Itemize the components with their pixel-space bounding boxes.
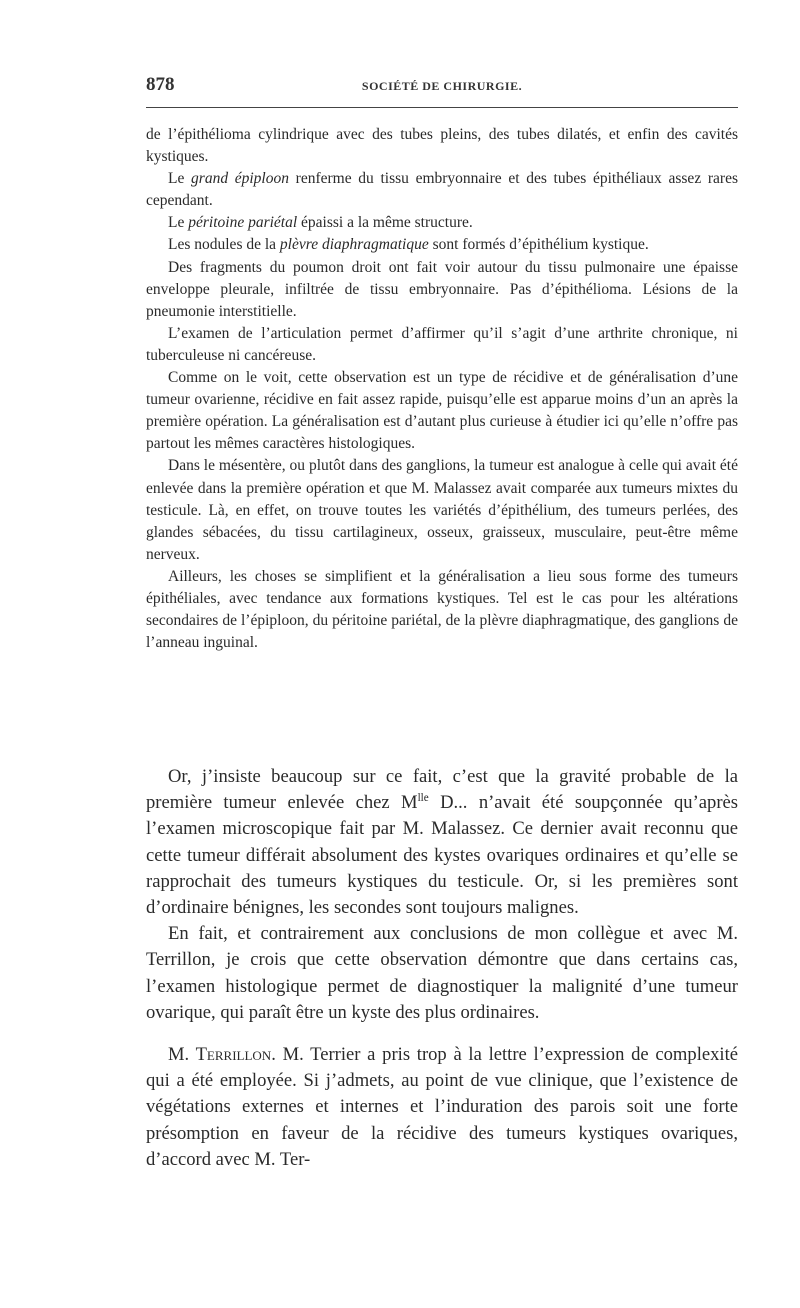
paragraph: de l’épithélioma cylindrique avec des tubes pleins, des tubes dilatés, et enfin des cavités kystiques.	[146, 126, 738, 166]
header-rule	[146, 107, 738, 108]
paragraph: Ailleurs, les choses se simplifient et la généralisation a lieu sous forme des tumeurs épithéliales, avec tendance aux formations kystiques. Tel est le cas pour les altérations secondaires de l’épiploon, du péritoine pariétal, de la plèvre diaphragmatique, des ganglions de l’anneau inguinal.	[146, 567, 738, 652]
superscript: lle	[417, 792, 429, 805]
italic-term: plèvre diaphragmatique	[279, 236, 429, 254]
paragraph: L’examen de l’articulation permet d’affirmer qu’il s’agit d’une arthrite chronique, ni tuberculeuse ni cancéreuse.	[146, 324, 738, 364]
speaker-name: M. Terrillon.	[168, 1044, 276, 1066]
page-header	[146, 70, 738, 106]
italic-term: péritoine pariétal	[188, 214, 298, 232]
page-number: 878	[146, 74, 175, 95]
paragraph: Comme on le voit, cette observation est un type de récidive et de généralisation d’une tumeur ovarienne, récidive en fait assez rapide, puisqu’elle est apparue moins d’un an après la première opération. La généralisation est d’autant plus curieuse à étudier ici qu’elle n’offre pas partout les mêmes caractères histologiques.	[146, 369, 738, 453]
paragraph: Le grand épiploon renferme du tissu embryonnaire et des tubes épithéliaux assez rares cependant.	[146, 170, 738, 210]
paragraph: Le péritoine pariétal épaissi a la même structure.	[168, 214, 473, 232]
small-print-section	[146, 124, 738, 654]
italic-term: grand épiploon	[191, 170, 289, 188]
paragraph: Des fragments du poumon droit ont fait voir autour du tissu pulmonaire une épaisse enveloppe pleurale, infiltrée de tissu embryonnaire. Pas d’épithélioma. Lésions de la pneumonie interstitielle.	[146, 258, 738, 320]
running-head: SOCIÉTÉ DE CHIRURGIE.	[361, 79, 523, 93]
paragraph: M. Terrillon. M. Terrier a pris trop à la lettre l’expression de complexité qui a été employée. Si j’admets, au point de vue clinique, que l’existence de végétations externes et internes et l’induration des parois soit une forte présomption en faveur de la récidive des tumeurs kystiques ovariques, d’accord avec M. Ter-	[146, 1044, 738, 1170]
large-print-section	[146, 764, 738, 1173]
paragraph: Les nodules de la plèvre diaphragmatique sont formés d’épithélium kystique.	[168, 236, 649, 254]
paragraph: En fait, et contrairement aux conclusions de mon collègue et avec M. Terrillon, je crois que cette observation démontre que dans certains cas, l’examen histologique permet de diagnostiquer la malignité d’une tumeur ovarique, qui paraît être un kyste des plus ordinaires.	[146, 923, 738, 1023]
paragraph: Or, j’insiste beaucoup sur ce fait, c’est que la gravité probable de la première tumeur enlevée chez $M^{lle}$ D... n’avait été soupçonnée qu’après l’examen microscopique fait par M. Malassez. Ce dernier avait reconnu que cette tumeur différait absolument des kystes ovariques ordinaires et qu’elle se rapprochait des tumeurs kystiques du testicule. Or, si les premières sont d’ordinaire bénignes, les secondes sont toujours malignes.	[146, 766, 738, 919]
paragraph: Dans le mésentère, ou plutôt dans des ganglions, la tumeur est analogue à celle qui avait été enlevée dans la première opération et que M. Malassez avait comparée aux tumeurs mixtes du testicule. Là, en effet, on trouve toutes les variétés d’épithélium, des tumeurs perlées, des glandes sébacées, du tissu cartilagineux, osseux, graisseux, musculaire, peut-être même nerveux.	[146, 457, 738, 563]
